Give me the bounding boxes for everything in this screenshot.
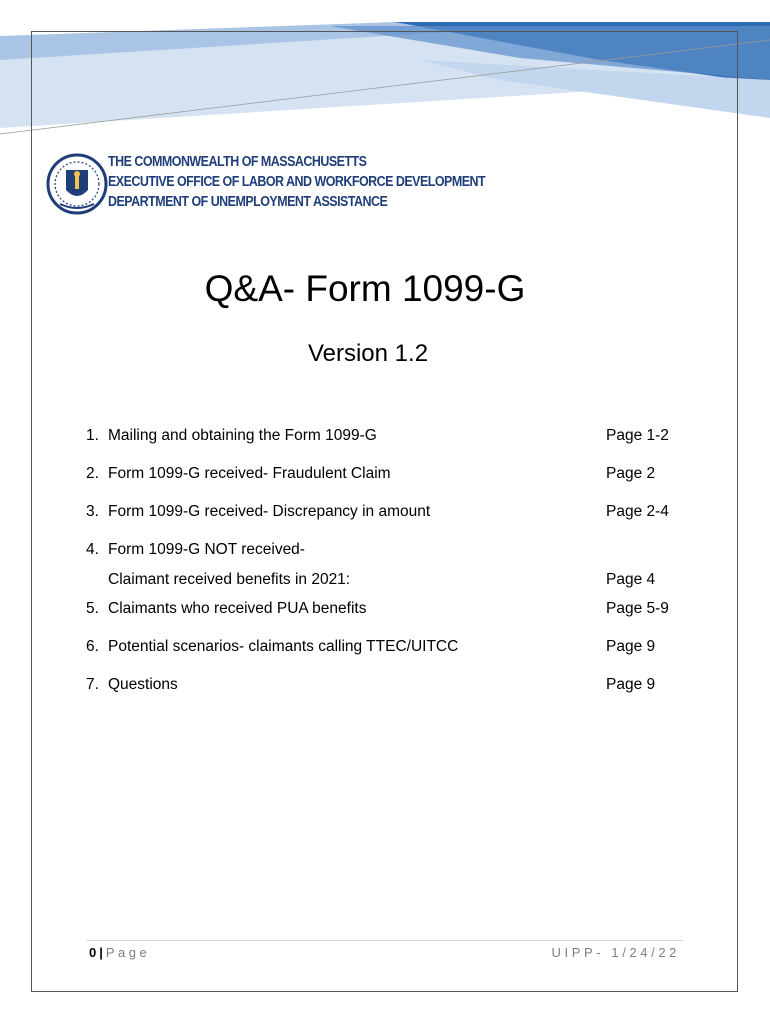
footer-page-label bbox=[89, 944, 150, 962]
agency-name-block bbox=[108, 152, 486, 212]
toc-number: 6. bbox=[86, 638, 99, 655]
toc-number: 3. bbox=[86, 503, 99, 520]
toc-page: Page 4 bbox=[606, 571, 656, 588]
toc-page: Page 2-4 bbox=[606, 503, 669, 520]
toc-number: 4. bbox=[86, 541, 99, 558]
toc-text-continued: Claimant received benefits in 2021: bbox=[108, 571, 351, 588]
toc-text: Questions bbox=[108, 676, 178, 693]
toc-page: Page 9 bbox=[606, 638, 656, 655]
agency-line-executive-office: EXECUTIVE OFFICE OF LABOR AND WORKFORCE DEVELOPMENT bbox=[108, 174, 486, 190]
toc-text: Claimants who received PUA benefits bbox=[108, 600, 367, 617]
footer-divider bbox=[86, 940, 683, 941]
toc-number: 2. bbox=[86, 465, 99, 482]
toc-page: Page 9 bbox=[606, 676, 656, 693]
footer-page-word: Page bbox=[105, 945, 151, 960]
toc-number: 5. bbox=[86, 600, 99, 617]
massachusetts-state-seal-icon bbox=[46, 150, 108, 218]
toc-page: Page 1-2 bbox=[606, 427, 669, 444]
document-title: Q&A- Form 1099-G bbox=[204, 268, 526, 309]
toc-text: Form 1099-G received- Fraudulent Claim bbox=[108, 465, 391, 482]
footer-separator: | bbox=[99, 945, 103, 960]
document-version: Version 1.2 bbox=[307, 340, 429, 367]
toc-number: 7. bbox=[86, 676, 99, 693]
footer-version-date: UIPP- 1/24/22 bbox=[551, 945, 680, 960]
toc-text: Form 1099-G NOT received- bbox=[108, 541, 305, 558]
agency-line-commonwealth: THE COMMONWEALTH OF MASSACHUSETTS bbox=[108, 154, 367, 170]
toc-page: Page 5-9 bbox=[606, 600, 669, 617]
toc-text: Potential scenarios- claimants calling TTEC/UITCC bbox=[108, 638, 459, 655]
agency-line-department: DEPARTMENT OF UNEMPLOYMENT ASSISTANCE bbox=[108, 194, 388, 210]
toc-text: Mailing and obtaining the Form 1099-G bbox=[108, 427, 377, 444]
footer-page-number: 0 bbox=[89, 945, 97, 960]
toc-text: Form 1099-G received- Discrepancy in amount bbox=[108, 503, 431, 520]
toc-page: Page 2 bbox=[606, 465, 656, 482]
toc-number: 1. bbox=[86, 427, 99, 444]
